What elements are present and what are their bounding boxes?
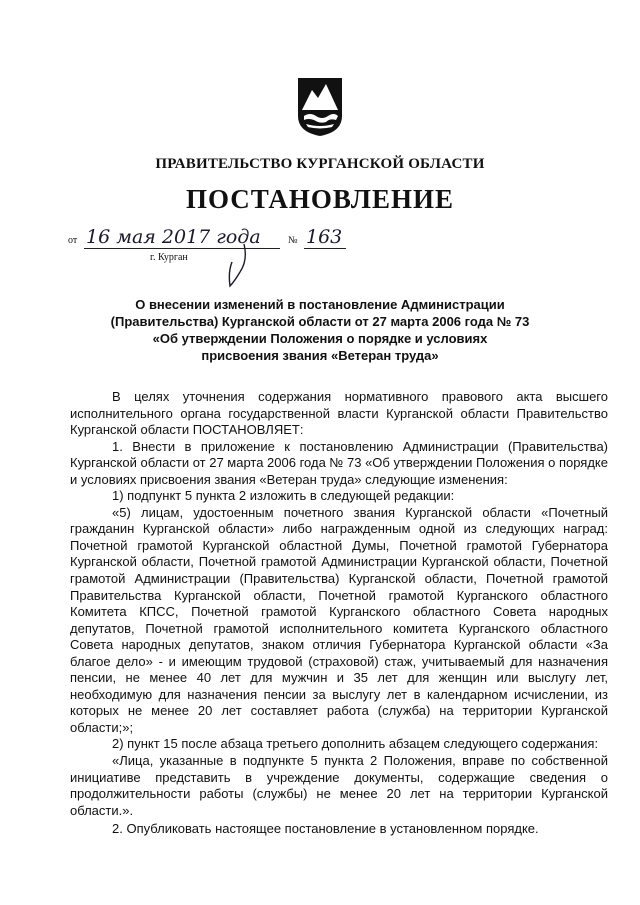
- paragraph-preamble: В целях уточнения содержания нормативного правового акта высшего исполнительного органа государственной власти Курганской области Правительство Курганской области ПОСТАНОВЛЯЕТ:: [70, 389, 608, 438]
- handwritten-date: 16 мая 2017 года: [86, 226, 261, 248]
- document-body: [70, 389, 608, 838]
- paragraph-quote-5: «5) лицам, удостоенным почетного звания Курганской области «Почетный гражданин Курганской области» либо награжденным одной из следующих наград: Почетной грамотой Курганской областной Думы, Почетной грамотой Губернатора Курганской области, Почетной грамотой Администрации Курганской области, Почетной грамотой Администрации (Правительства) Курганской области, Почетной грамотой Правительства Курганской области, Почетной грамотой Курганского областного Комитета КПСС, Почетной грамотой Курганского областного Совета народных депутатов, Почетной грамотой исполнительного комитета Курганского областного Совета народных депутатов, знаком отличия Губернатора Курганской области «За благое дело» - и имеющим трудовой (страховой) стаж, учитываемый для назначения пенсии, не менее 40 лет для мужчин и 35 лет для женщин или выслугу лет, необходимую для назначения пенсии за выслугу лет в календарном исчислении, из которых не менее 20 лет составляет работа (служба) на территории Курганской области;»;: [70, 504, 608, 735]
- number-label: №: [288, 235, 298, 246]
- date-prefix: от: [68, 235, 78, 246]
- paragraph-subitem-1: 1) подпункт 5 пункта 2 изложить в следующей редакции:: [112, 488, 455, 504]
- document-type: ПОСТАНОВЛЕНИЕ: [185, 184, 455, 214]
- title-line: присвоения звания «Ветеран труда»: [201, 348, 439, 363]
- paragraph-quote-persons: «Лица, указанные в подпункте 5 пункта 2 Положения, вправе по собственной инициативе представить в учреждение документы, содержащие сведения о продолжительности работы (службы) не менее 20 лет на территории Курганской области.».: [70, 753, 608, 818]
- title-line: (Правительства) Курганской области от 27 марта 2006 года № 73: [110, 314, 530, 329]
- handwritten-number: 163: [306, 226, 343, 248]
- handwriting-flourish: [222, 242, 252, 288]
- coat-of-arms-emblem: [296, 76, 344, 138]
- title-line: «Об утверждении Положения о порядке и условиях: [152, 331, 488, 346]
- government-name: ПРАВИТЕЛЬСТВО КУРГАНСКОЙ ОБЛАСТИ: [155, 156, 485, 172]
- number-underline: [304, 248, 346, 249]
- paragraph-subitem-2: 2) пункт 15 после абзаца третьего дополнить абзацем следующего содержания:: [112, 736, 599, 752]
- title-line: О внесении изменений в постановление Администрации: [135, 297, 505, 312]
- document-title: [70, 296, 570, 364]
- paragraph-item-1: 1. Внести в приложение к постановлению Администрации (Правительства) Курганской области от 27 марта 2006 года № 73 «Об утверждении Положения о порядке и условиях присвоения звания «Ветеран труда» следующие изменения:: [70, 438, 608, 487]
- paragraph-item-2: 2. Опубликовать настоящее постановление в установленном порядке.: [112, 821, 539, 837]
- city-label: г. Курган: [150, 252, 188, 263]
